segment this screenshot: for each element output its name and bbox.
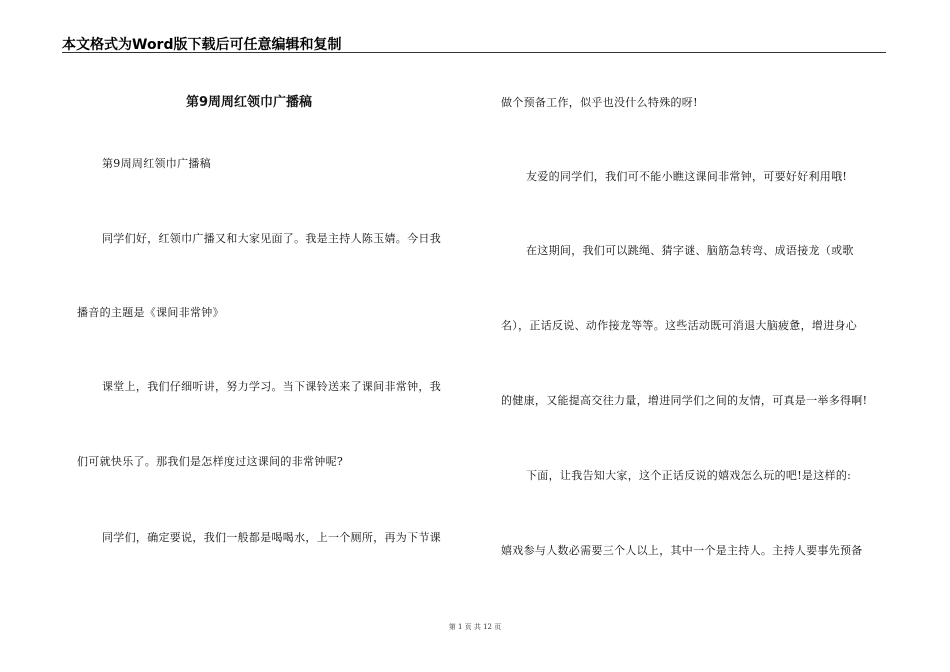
right-paragraph-line: 在这期间，我们可以跳绳、猜字谜、脑筋急转弯、成语接龙（或歌	[526, 244, 854, 257]
left-paragraph-line: 第9周周红领巾广播稿	[102, 157, 211, 170]
right-paragraph-line: 的健康，又能提高交往力量，增进同学们之间的友情，可真是一举多得啊!	[501, 394, 868, 407]
left-paragraph-line: 们可就快乐了。那我们是怎样度过这课间的非常钟呢?	[77, 455, 344, 468]
right-paragraph-line: 友爱的同学们，我们可不能小瞧这课间非常钟，可要好好利用哦!	[526, 170, 848, 183]
left-paragraph-line: 课堂上，我们仔细听讲，努力学习。当下课铃送来了课间非常钟，我	[102, 380, 441, 393]
right-paragraph-line: 下面，让我告知大家，这个正话反说的嬉戏怎么玩的吧!是这样的:	[526, 469, 852, 482]
right-paragraph-line: 做个预备工作，似乎也没什么特殊的呀!	[501, 96, 698, 109]
document-title: 第9周周红领巾广播稿	[186, 95, 313, 110]
header-banner: 本文格式为Word版下载后可任意编辑和复制	[62, 37, 342, 53]
page-indicator: 第 1 页 共 12 页	[448, 623, 502, 631]
left-paragraph-line: 同学们好，红领巾广播又和大家见面了。我是主持人陈玉婧。今日我	[102, 232, 441, 245]
header-divider	[62, 52, 886, 53]
right-paragraph-line: 嬉戏参与人数必需要三个人以上，其中一个是主持人。主持人要事先预备	[501, 544, 863, 557]
left-paragraph-line: 播音的主题是《课间非常钟》	[77, 306, 224, 319]
left-paragraph-line: 同学们，确定要说，我们一般都是喝喝水，上一个厕所，再为下节课	[102, 531, 441, 544]
right-paragraph-line: 名），正话反说、动作接龙等等。这些活动既可消退大脑疲惫，增进身心	[501, 319, 858, 332]
